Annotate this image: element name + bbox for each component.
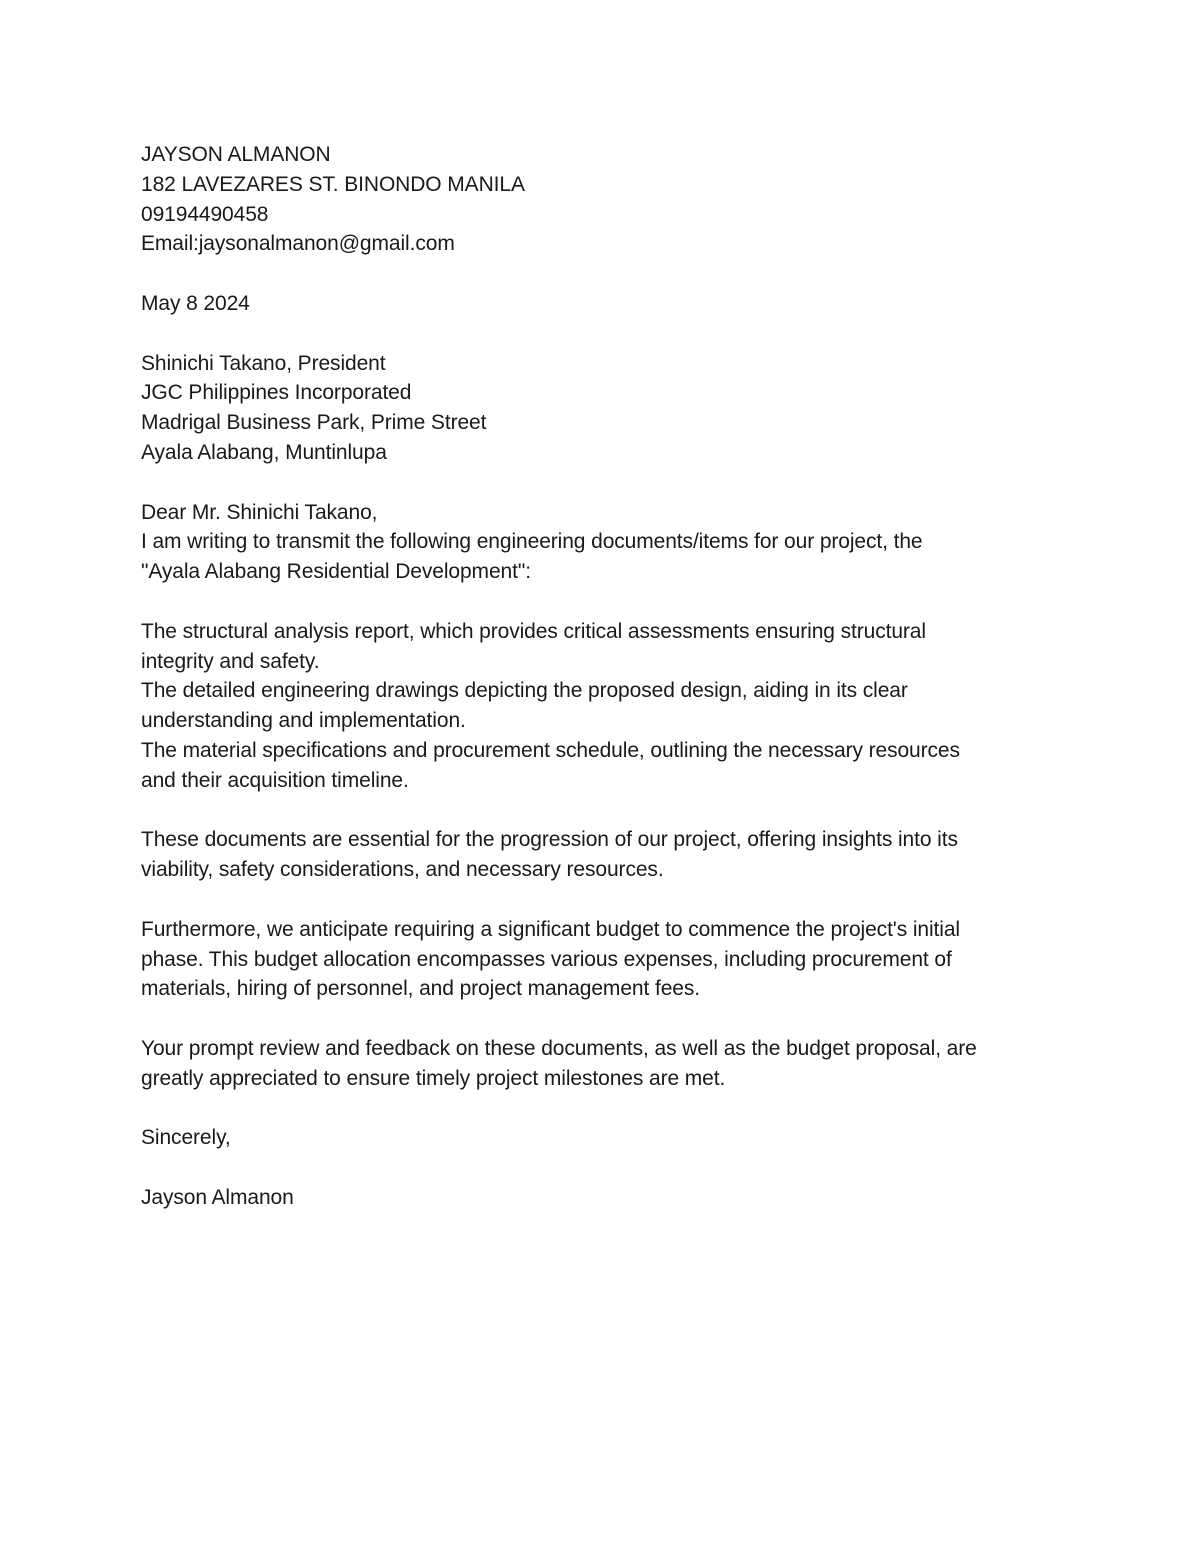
document-item-line: and their acquisition timeline.: [141, 768, 409, 792]
paragraph-line: These documents are essential for the progression of our project, offering insights into its: [141, 828, 958, 852]
paragraph-line: phase. This budget allocation encompasses various expenses, including procurement of: [141, 947, 952, 971]
document-item: [141, 676, 1061, 736]
sender-phone: 09194490458: [141, 202, 269, 226]
recipient-block: [141, 349, 1061, 468]
letter-date: May 8 2024: [141, 291, 250, 315]
spacer: [141, 1094, 1061, 1124]
intro-line: I am writing to transmit the following engineering documents/items for our project, the: [141, 530, 923, 554]
document-item-line: understanding and implementation.: [141, 709, 466, 733]
recipient-address-line2: Ayala Alabang, Muntinlupa: [141, 440, 387, 464]
paragraph-line: Furthermore, we anticipate requiring a significant budget to commence the project's initial: [141, 917, 960, 941]
paragraph-line: viability, safety considerations, and necessary resources.: [141, 858, 664, 882]
paragraph-line: greatly appreciated to ensure timely project milestones are met.: [141, 1066, 726, 1090]
document-item-line: The material specifications and procurement schedule, outlining the necessary resources: [141, 738, 960, 762]
letter-body: [141, 140, 1061, 1213]
paragraph-line: materials, hiring of personnel, and project management fees.: [141, 977, 700, 1001]
spacer: [141, 885, 1061, 915]
spacer: [141, 587, 1061, 617]
spacer: [141, 259, 1061, 289]
intro-paragraph: [141, 527, 1061, 587]
recipient-name-title: Shinichi Takano, President: [141, 351, 386, 375]
sender-block: [141, 140, 1061, 259]
sender-name: JAYSON ALMANON: [141, 143, 331, 166]
document-item-line: The detailed engineering drawings depicting the proposed design, aiding in its clear: [141, 679, 908, 703]
paragraph-line: Your prompt review and feedback on these documents, as well as the budget proposal, are: [141, 1036, 977, 1060]
document-item-line: The structural analysis report, which provides critical assessments ensuring structural: [141, 619, 926, 643]
spacer: [141, 1004, 1061, 1034]
sender-email: Email:jaysonalmanon@gmail.com: [141, 232, 455, 256]
spacer: [141, 796, 1061, 826]
document-item: [141, 617, 1061, 677]
budget-paragraph: [141, 915, 1061, 1004]
essential-paragraph: [141, 825, 1061, 885]
closing: Sincerely,: [141, 1126, 231, 1150]
recipient-company: JGC Philippines Incorporated: [141, 381, 412, 405]
sender-address: 182 LAVEZARES ST. BINONDO MANILA: [141, 172, 525, 196]
review-paragraph: [141, 1034, 1061, 1094]
spacer: [141, 468, 1061, 498]
recipient-address-line1: Madrigal Business Park, Prime Street: [141, 411, 487, 435]
intro-line: "Ayala Alabang Residential Development":: [141, 560, 531, 584]
spacer: [141, 319, 1061, 349]
document-item: [141, 736, 1061, 796]
spacer: [141, 1153, 1061, 1183]
signature-name: Jayson Almanon: [141, 1185, 294, 1209]
document-items-list: [141, 617, 1061, 796]
document-item-line: integrity and safety.: [141, 649, 320, 673]
salutation: Dear Mr. Shinichi Takano,: [141, 500, 378, 524]
